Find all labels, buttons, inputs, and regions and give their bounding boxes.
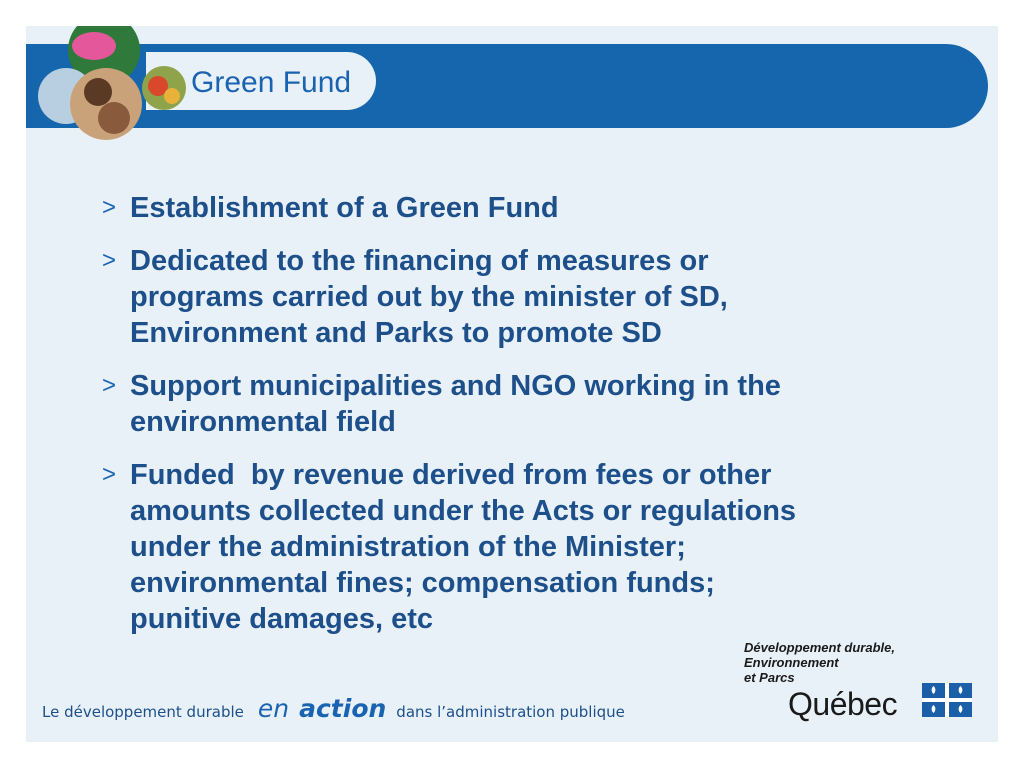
ministry-line1: Développement durable, <box>744 640 895 655</box>
bullet-text: Establishment of a Green Fund <box>130 192 559 224</box>
bullet-text: Funded by revenue derived from fees or other amounts collected under the Acts or regulations under the administration of the Minister; environmental fines; compensation funds; punitive damages, etc <box>130 459 797 635</box>
bullet-arrow-icon: > <box>102 194 117 221</box>
footer-slogan-part1: Le développement durable <box>42 703 244 721</box>
bullet-arrow-icon: > <box>102 247 117 274</box>
footer-slogan-en: en <box>257 694 290 723</box>
bullet-item <box>102 190 922 226</box>
ministry-line3: et Parcs <box>744 670 795 685</box>
footer-slogan-part2: dans l’administration publique <box>396 703 625 721</box>
bullet-item <box>102 243 922 351</box>
quebec-wordmark: Québec <box>788 686 898 722</box>
bullet-text: Dedicated to the financing of measures or programs carried out by the minister of SD, Environment and Parks to promote SD <box>130 245 728 349</box>
photo-collage-image <box>36 26 206 144</box>
bullet-arrow-icon: > <box>102 372 117 399</box>
bullet-item <box>102 368 922 440</box>
footer-slogan <box>42 694 625 723</box>
bullet-list <box>102 190 922 654</box>
bullet-item <box>102 457 922 637</box>
ministry-line2: Environnement <box>744 655 839 670</box>
ministry-name <box>744 640 895 685</box>
bullet-arrow-icon: > <box>102 461 117 488</box>
quebec-flag-icon <box>922 683 972 717</box>
slide-title: Green Fund <box>191 66 352 99</box>
footer-slogan-action: action <box>299 694 387 723</box>
bullet-text: Support municipalities and NGO working in the environmental field <box>130 370 781 438</box>
slide <box>26 26 998 742</box>
